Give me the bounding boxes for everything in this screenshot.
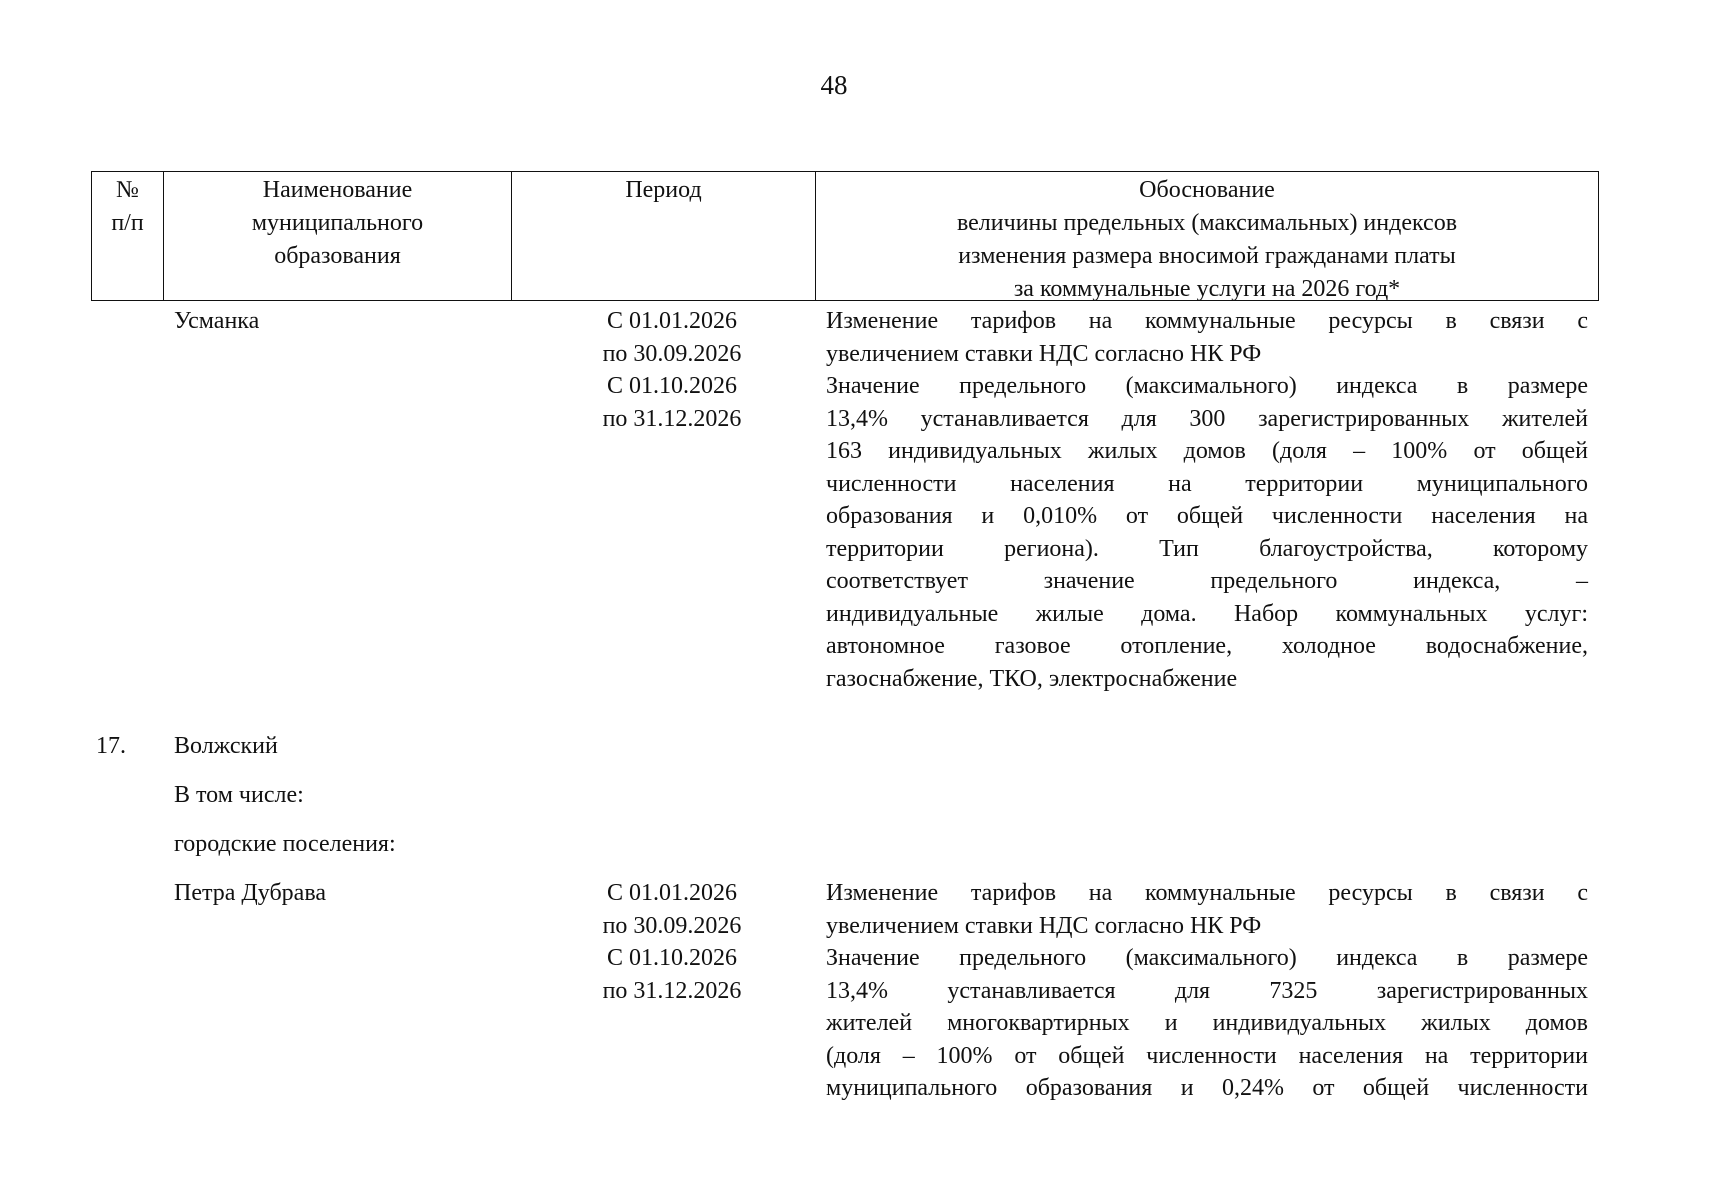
period-line: по 31.12.2026 [602,405,742,432]
period-line: С 01.10.2026 [606,373,737,399]
row-number-17: 17. [96,733,126,759]
row-name-petra-dubrava: Петра Дубрава [174,880,327,906]
justification-line: индивидуальные жилые дома. Набор коммунальных услуг: [826,600,1588,627]
header-col-name [164,172,512,300]
justification-line: образования и 0,010% от общей численности населения на [826,503,1588,529]
row-justification-petra-dubrava [826,877,1588,1105]
justification-line: увеличением ставки НДС согласно НК РФ [826,340,1262,367]
justification-line: 13,4% устанавливается для 300 зарегистрированных жителей [826,405,1588,432]
header-col-period [512,172,816,300]
header-col-number [92,172,164,300]
justification-line: численности населения на территории муниципального [826,470,1588,497]
justification-line: Значение предельного (максимального) индекса в размере [826,945,1588,971]
row-subheading-urban-settlements: городские поселения: [174,831,396,857]
justification-line: жителей многоквартирных и индивидуальных жилых домов [826,1010,1588,1036]
justification-line: муниципального образования и 0,24% от общей численности [826,1075,1588,1101]
header-text: за коммунальные услуги на 2026 год* [1013,276,1401,302]
justification-line: Изменение тарифов на коммунальные ресурсы в связи с [826,880,1588,906]
header-text: № [116,177,139,203]
justification-line: 13,4% устанавливается для 7325 зарегистрированных [826,977,1588,1004]
row-subheading-including: В том числе: [174,782,304,808]
row-period-usmanka [540,305,804,435]
row-name-volzhsky: Волжский [174,733,278,759]
period-line: С 01.01.2026 [606,880,737,906]
row-period-petra-dubrava [540,877,804,1007]
period-line: С 01.01.2026 [606,308,737,334]
justification-line: увеличением ставки НДС согласно НК РФ [826,912,1262,939]
header-col-justification [816,172,1598,300]
header-text: образования [274,243,401,269]
header-text: изменения размера вносимой гражданами платы [958,243,1456,269]
header-text: муниципального [251,210,424,236]
justification-line: 163 индивидуальных жилых домов (доля – 100% от общей [826,438,1588,464]
period-line: по 30.09.2026 [602,340,742,367]
period-line: по 31.12.2026 [602,977,742,1004]
page-number: 48 [820,70,848,100]
justification-line: газоснабжение, ТКО, электроснабжение [826,665,1238,692]
justification-line: автономное газовое отопление, холодное водоснабжение, [826,633,1588,659]
header-text: Обоснование [1139,177,1275,203]
table-header [91,171,1599,301]
period-line: по 30.09.2026 [602,912,742,939]
period-line: С 01.10.2026 [606,945,737,971]
header-text: п/п [111,210,144,236]
justification-line: территории региона). Тип благоустройства, которому [826,535,1588,562]
row-justification-usmanka [826,305,1588,695]
justification-line: (доля – 100% от общей численности населения на территории [826,1042,1588,1069]
row-name-usmanka: Усманка [174,308,260,334]
justification-line: Значение предельного (максимального) индекса в размере [826,373,1588,399]
justification-line: Изменение тарифов на коммунальные ресурсы в связи с [826,308,1588,334]
header-text: величины предельных (максимальных) индексов [956,210,1458,236]
justification-line: соответствует значение предельного индекса, – [826,568,1588,594]
header-text: Период [625,177,702,203]
header-text: Наименование [262,177,413,203]
